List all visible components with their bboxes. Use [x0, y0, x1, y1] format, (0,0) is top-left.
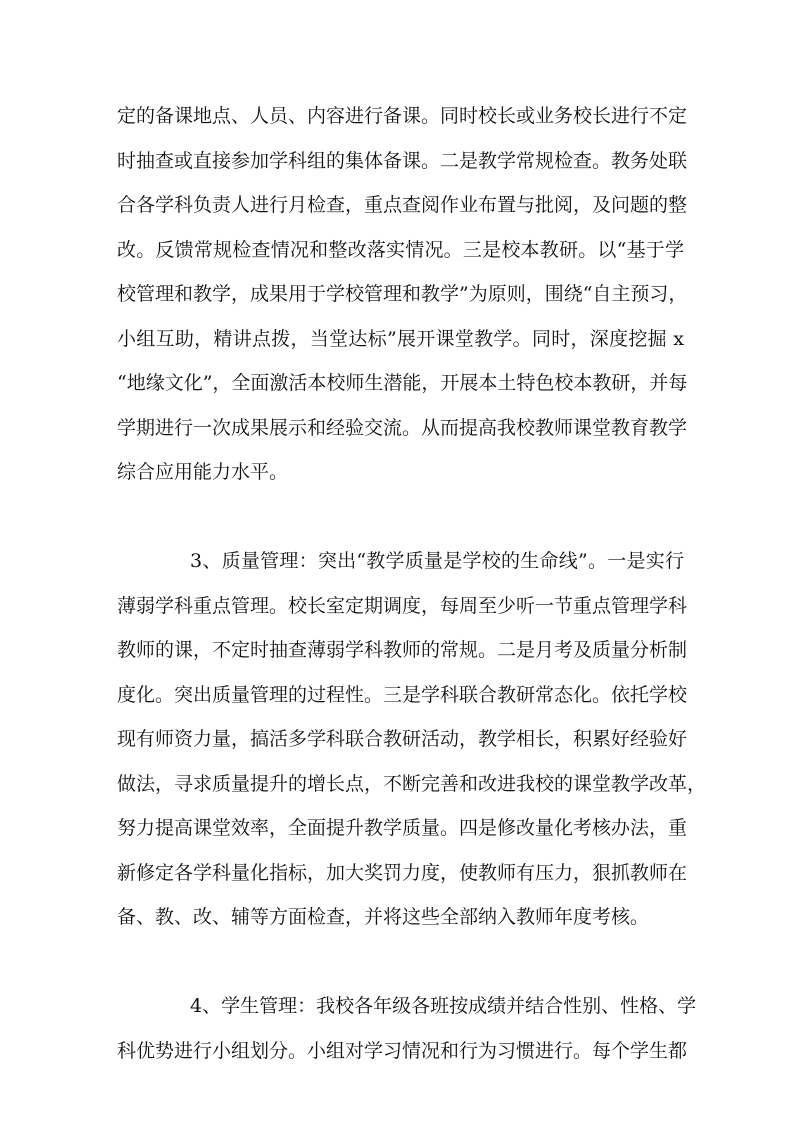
text-line: 改。反馈常规检查情况和整改落实情况。三是校本教研。以“基于学 — [117, 239, 684, 261]
text-line: 科优势进行小组划分。小组对学习情况和行为习惯进行。每个学生都 — [117, 1040, 688, 1062]
text-line: “地缘文化”，全面激活本校师生潜能，开展本土特色校本教研，并每 — [117, 372, 688, 394]
text-line: 小组互助，精讲点拨，当堂达标”展开课堂教学。同时，深度挖掘 x — [117, 328, 684, 350]
text-line: 教师的课，不定时抽查薄弱学科教师的常规。二是月考及质量分析制 — [117, 639, 688, 661]
text-line: 综合应用能力水平。 — [117, 461, 289, 483]
text-line: 定的备课地点、人员、内容进行备课。同时校长或业务校长进行不定 — [117, 105, 688, 127]
text-line: 努力提高课堂效率，全面提升教学质量。四是修改量化考核办法，重 — [117, 817, 688, 839]
text-line: 新修定各学科量化指标，加大奖罚力度，使教师有压力，狠抓教师在 — [117, 862, 688, 884]
text-line: 备、教、改、辅等方面检查，并将这些全部纳入教师年度考核。 — [117, 906, 650, 928]
text-line: 合各学科负责人进行月检查，重点查阅作业布置与批阅，及问题的整 — [117, 194, 688, 216]
text-line: 时抽查或直接参加学科组的集体备课。二是教学常规检查。教务处联 — [117, 150, 688, 172]
text-line: 校管理和教学，成果用于学校管理和教学”为原则，围绕“自主预习， — [117, 283, 688, 305]
text-line: 现有师资力量，搞活多学科联合教研活动，教学相长，积累好经验好 — [117, 728, 688, 750]
text-line: 3、质量管理：突出“教学质量是学校的生命线”。一是实行 — [190, 550, 684, 572]
text-line: 学期进行一次成果展示和经验交流。从而提高我校教师课堂教育教学 — [117, 417, 688, 439]
text-line: 4、学生管理：我校各年级各班按成绩并结合性别、性格、学 — [190, 995, 697, 1017]
text-line: 度化。突出质量管理的过程性。三是学科联合教研常态化。依托学校 — [117, 684, 688, 706]
text-line: 做法，寻求质量提升的增长点，不断完善和改进我校的课堂教学改革， — [117, 773, 707, 795]
text-line: 薄弱学科重点管理。校长室定期调度，每周至少听一节重点管理学科 — [117, 595, 688, 617]
